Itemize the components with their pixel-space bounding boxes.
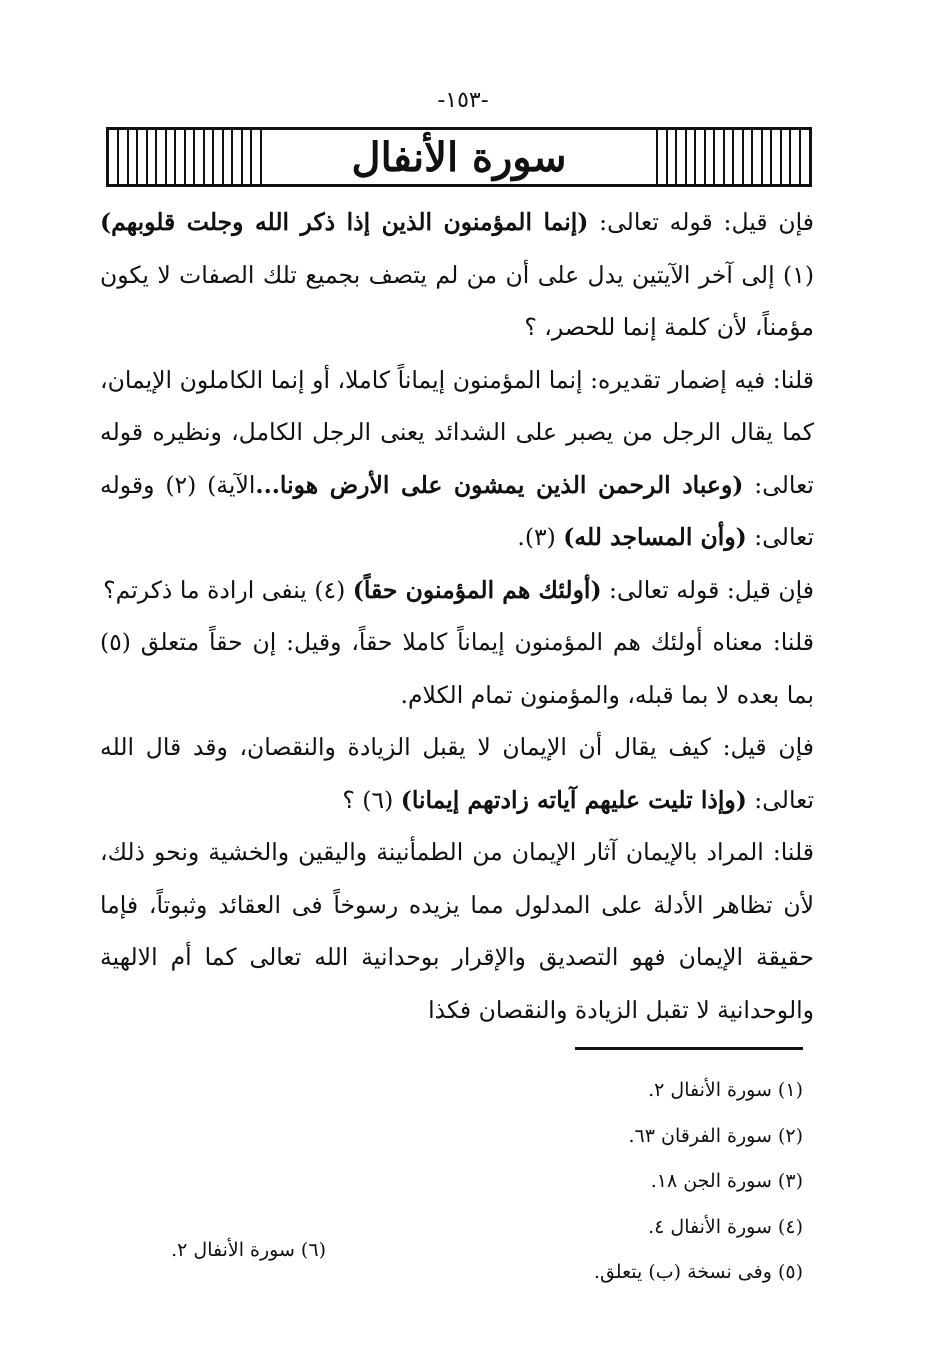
sura-title: سورة الأنفال bbox=[309, 130, 609, 184]
banner-left-ornament bbox=[117, 130, 262, 184]
paragraph-question-2: فإن قيل: قوله تعالى: (أولئك هم المؤمنون حقاً) (٤) ينفى ارادة ما ذكرتم؟ bbox=[103, 575, 814, 604]
footnote-3: (٣) سورة الجن ١٨. bbox=[650, 1170, 803, 1192]
main-text bbox=[100, 196, 814, 1036]
footnote-5: (٥) وفى نسخة (ب) يتعلق. bbox=[593, 1261, 803, 1283]
quran-quote: (إنما المؤمنون الذين إذا ذكر الله وجلت قلوبهم) bbox=[100, 208, 589, 236]
page-number: -١٥٣- bbox=[437, 88, 489, 113]
sura-title-banner bbox=[106, 127, 812, 187]
quran-quote: (وأن المساجد لله) bbox=[563, 523, 747, 551]
footnote-1: (١) سورة الأنفال ٢. bbox=[648, 1079, 803, 1101]
footnote-4: (٤) سورة الأنفال ٤. bbox=[648, 1215, 803, 1238]
paragraph-answer-3: قلنا: المراد بالإيمان آثار الإيمان من الطمأنينة واليقين والخشية ونحو ذلك، لأن تظاهر الأدلة على المدلول مما يزيده رسوخاً فى العقائد وثبوتاً، فإما حقيقة الإيمان فهو التصديق والإقرار بوحدانية الله تعالى كما أم الالهية والوحدانية لا تقبل الزيادة والنقصان فكذا bbox=[100, 838, 814, 1024]
quran-quote: (وإذا تليت عليهم آياته زادتهم إيمانا) bbox=[400, 785, 747, 814]
banner-right-ornament bbox=[656, 130, 801, 184]
paragraph-question-1: فإن قيل: قوله تعالى: (إنما المؤمنون الذين إذا ذكر الله وجلت قلوبهم) (١) إلى آخر الآيتين يدل على أن من لم يتصف بجميع تلك الصفات لا يكون مؤمناً، لأن كلمة إنما للحصر، ؟ bbox=[100, 208, 814, 341]
footnote-separator bbox=[575, 1047, 803, 1050]
footnote-2: (٢) سورة الفرقان ٦٣. bbox=[628, 1124, 803, 1147]
quran-quote: (أولئك هم المؤمنون حقاً) bbox=[352, 575, 602, 604]
footnote-6: (٦) سورة الأنفال ٢. bbox=[171, 1239, 326, 1261]
paragraph-answer-2: قلنا: معناه أولئك هم المؤمنون إيماناً كاملا حقاً، وقيل: إن حقاً متعلق (٥) بما بعده لا بما قبله، والمؤمنون تمام الكلام. bbox=[100, 628, 814, 709]
paragraph-question-3: فإن قيل: كيف يقال أن الإيمان لا يقبل الزيادة والنقصان، وقد قال الله تعالى: (وإذا تليت عليهم آياته زادتهم إيمانا) (٦) ؟ bbox=[100, 733, 814, 814]
footnotes bbox=[463, 1068, 803, 1296]
quran-quote: (وعباد الرحمن الذين يمشون على الأرض هونا... bbox=[255, 470, 744, 499]
paragraph-answer-1: قلنا: فيه إضمار تقديره: إنما المؤمنون إيماناً كاملا، أو إنما الكاملون الإيمان، كما يقال الرجل من يصبر على الشدائد يعنى الرجل الكامل، ونظيره قوله تعالى: (وعباد الرحمن الذين يمشون على الأرض هونا...الآية) (٢) وقوله تعالى: (وأن المساجد لله) (٣). bbox=[100, 365, 814, 551]
